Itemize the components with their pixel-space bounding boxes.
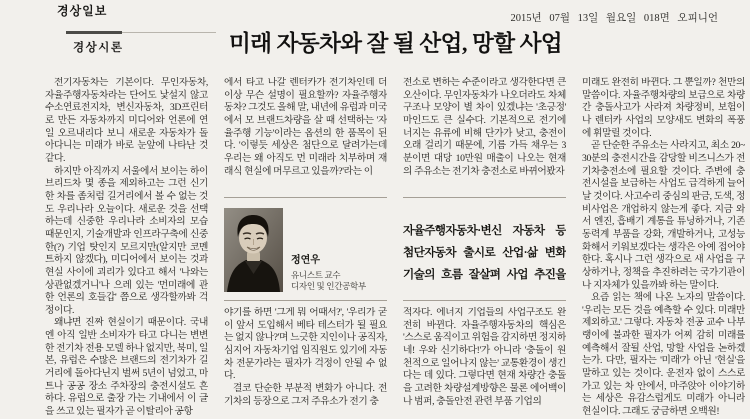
pull-quote-line: 기술의 흐름 잘살펴 사업 추진을 [403,268,566,281]
body-paragraph: 왜냐면 진짜 현실이기 때문이다. 국내엔 아직 일반 소비자가 타고 다니는 변변한 전기차 전용 모델 하나 없지만, 북미, 일본, 유럽은 수많은 브랜드의 전기차가 길거리에 돌아다닌지 벌써 5년이 넘었고, 마트나 공공 장소 주차장의 충전시설도 흔하다. 유럽으로 출장 가는 기내에서 이 글을 쓰고 있는 필자가 곧 이탈리아 공항 [45,317,208,418]
article-column-3 [403,77,566,419]
author-portrait-image [224,208,283,292]
column-2-text-bottom [224,307,387,419]
author-caption [291,208,366,294]
body-paragraph: 미래도 완전히 바뀐다. 그 뿐일까? 천만의 말씀이다. 자율주행차량의 보급으로 차량간 충돌사고가 사라져 차량정비, 보험이나 렌터카 사업의 모양새도 변화의 폭풍에 휘말릴 것이다. [582,77,745,139]
article-column-4 [582,77,745,419]
column-divider [403,300,566,301]
body-paragraph: 하지만 아직까지 서울에서 보이는 하이브리드차 몇 종을 제외하고는 그런 신기한 차를 좀처럼 길거리에서 볼 수 없는 것도 우리나라 오늘이다. 새로운 것을 선택하는데 신중한 우리나라 소비자의 모습 때문인지, 기술개발과 인프라구축에 신중한(?) 기업 탓인지 모르지만(알지만 코멘트하지 않겠다), 미디어에서 보이는 것과 현실 사이에 괴리가 있다고 해서 '나와는 상관없겠거니'나 으레 있는 '먼미래에 관한 언론의 호들갑' 쯤으로 생각할까봐 걱정이다. [45,165,208,316]
column-4-text [582,77,745,419]
section-rule-light-segment [122,32,216,33]
article-body [45,77,745,419]
article-headline: 미래 자동차와 잘 될 산업, 망할 사업 [229,31,563,56]
author-name: 정연우 [291,255,320,266]
author-photo-block [224,198,387,294]
body-paragraph: 전기자동차는 기본이다. 무인자동차, 자율주행자동차라는 단어도 낯설지 않고 수소연료전지차, 변신자동차, 3D프린터로 만든 자동차까지 미디어와 언론에 연일 오르내리다 보니 새로운 자동차가 돌아다니는 미래가 바로 눈앞에 나타난 것 같다. [45,77,208,164]
dateline: 2015년 07월 13일 월요일 018면 오피니언 [510,13,718,24]
body-paragraph: 적자다. 에너지 기업들의 사업구조도 완전히 바뀐다. 자율주행자동차의 핵심은 '스스로 움직이고 위험을 감지하면 정지하네! 우와 신기하다!'가 아니라 '충돌이 원천적으로 일어나지 않는' 교통환경이 생긴다는 데 있다. 그렇다면 현재 차량간 충돌을 고려한 차량설계방향은 물론 에어백이나 범퍼, 충돌안전 관련 부품 기업의 [403,307,566,407]
article-column-2 [224,77,387,419]
body-paragraph: 야기를 하면 '그게 뭐 어때서?', '우리가 굳이 앞서 도입해서 베타 테스터가 될 필요는 없지 않나?'며 느긋한 지인이나 공직자, 심지어 자동차기업 임직원도 있기에 자동차 전문가라는 필자가 걱정이 안될 수 없다. [224,307,387,382]
column-3-text-bottom [403,307,566,419]
column-1-text [45,77,208,419]
section-label-block [66,31,216,55]
section-rule-line [66,31,216,34]
body-paragraph: 요즘 읽는 책에 나온 노자의 말씀이다. '우리는 모든 것을 예측할 수 있다. 미래만 제외하고.' 그렇다. 자동차 전공 교수 나부랭이에 불과한 필자가 어찌 감히 미래를 예측해서 잘될 산업, 망할 사업을 논하겠는가. 다만, 필자는 '미래'가 아닌 '현실'을 말하고 있는 것이다. 운전자 없이 스스로 가고 있는 차 안에서, 마주앉아 이야기하는 세상은 유감스럽게도 미래가 아니라 현실이다. 그래도 궁금하면 오백원! [582,292,745,418]
article-column-1 [45,77,208,419]
newspaper-name: 경상일보 [57,4,108,18]
pull-quote-line: 자율주행자동차·변신 자동차 등 [403,224,566,237]
section-label: 경상시론 [73,42,124,54]
pull-quote-line: 첨단자동차 출시로 산업·삶 변화 [403,246,566,259]
author-department: 디자인 및 인간공학부 [291,280,366,291]
section-rule-dark-segment [66,31,122,34]
body-paragraph: 곧 단순한 주유소는 사라지고, 최소 20~30분의 충전시간을 감당할 비즈니스가 전기차충전소에 필요할 것이다. 주변에 충전시설을 보급하는 사업도 급격하게 늘어날 것이다. 사고수리 중심의 판금, 도색, 정비사업은 개업하지 않는게 좋다. 지금 와서 엔진, 흡배기 계통을 튜닝하거나, 기존 동력계 부품을 강화, 개발하거나, 고성능화해서 키워보겠다는 생각은 아예 접어야 한다. 혹시나 그런 생각으로 새 사업을 구상하거나, 정책을 추진하려는 국가기관이나 지자체가 있을까봐 하는 말이다. [582,140,745,291]
column-divider [224,300,387,301]
body-paragraph: 에서 타고 나갈 렌터카가 전기차인데 더 이상 무슨 설명이 필요할까? 자율주행자동차? 그것도 올해 말, 내년에 유럽과 미국에서 모 브랜드차량을 살 때 선택하는 '자율주행 기능'이라는 옵션의 한 품목이 된다. '이렇듯 세상은 첨단으로 달려가는데 우리는 왜 아직도 먼 미래라 치부하며 재래식 현실에 머무르고 있을까?'라는 이 [224,77,387,177]
body-paragraph: 결코 단순한 부분적 변화가 아니다. 전기차의 등장으로 그저 주유소가 전기 충 [224,382,387,407]
pull-quote [403,198,566,294]
author-affiliation: 유니스트 교수 [291,270,341,280]
column-3-text-top [403,77,566,192]
body-paragraph: 전소로 변하는 수준이라고 생각한다면 큰 오산이다. 무인자동차가 나오더라도 차체 구조나 모양이 별 차이 있겠냐는 '초긍정' 마인드도 큰 실수다. 기본적으로 전기에너지는 유류에 비해 단가가 낮고, 충전이 오래 걸리기 때문에, 기름 가득 채우는 3분이면 대당 10만원 매출이 나오는 현재의 주유소는 전기차 충전소로 바뀌어봤자 [403,77,566,177]
column-2-text-top [224,77,387,192]
author-photo [224,208,283,292]
